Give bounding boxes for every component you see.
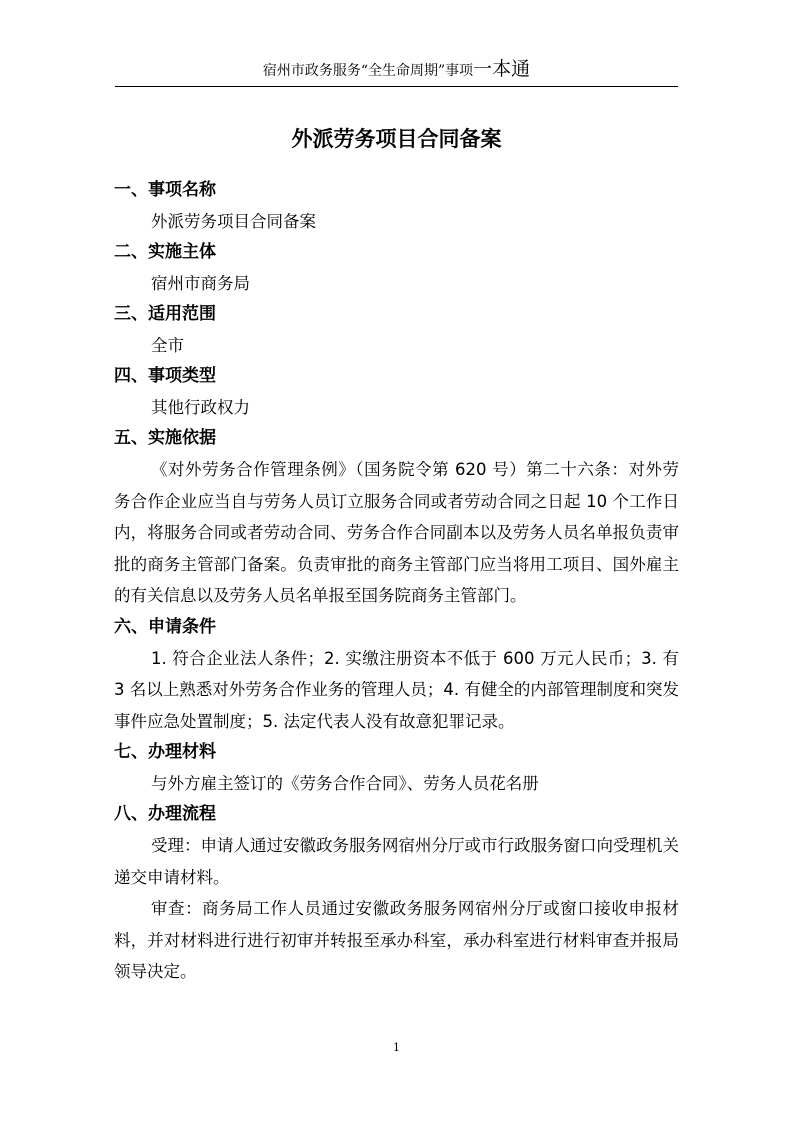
section-content-conditions: 1. 符合企业法人条件；2. 实缴注册资本不低于 600 万元人民币；3. 有 3 名以上熟悉对外劳务合作业务的管理人员；4. 有健全的内部管理制度和突发事件应急处置制度；5. 法定代表人没有故意犯罪记录。: [114, 648, 679, 731]
header-text-large: 一本通: [473, 58, 531, 80]
section-content-scope: 全市: [151, 336, 184, 355]
section-content-item-type: 其他行政权力: [151, 398, 250, 417]
section-content-implementer: 宿州市商务局: [151, 274, 250, 293]
section-heading-scope: 三、适用范围: [114, 304, 216, 324]
section-heading-conditions: 六、申请条件: [114, 616, 216, 637]
process-step-acceptance: 受理：申请人通过安徽政务服务网宿州分厅或市行政服务窗口向受理机关递交申请材料。: [114, 836, 679, 887]
document-body: [114, 175, 679, 988]
section-content-materials: 与外方雇主签订的《劳务合作合同》、劳务人员花名册: [151, 774, 539, 793]
page-header: [115, 58, 678, 87]
header-text: 宿州市政务服务“全生命周期”事项: [262, 63, 474, 79]
section-heading-item-name: 一、事项名称: [114, 180, 216, 200]
section-heading-implementer: 二、实施主体: [114, 242, 216, 262]
process-step-review: 审查：商务局工作人员通过安徽政务服务网宿州分厅或窗口接收申报材料，并对材料进行进行初审并转报至承办科室，承办科室进行材料审查并报局领导决定。: [114, 899, 679, 981]
section-content-legal-basis: 《对外劳务合作管理条例》（国务院令第 620 号）第二十六条：对外劳务合作企业应当自与劳务人员订立服务合同或者劳动合同之日起 10 个工作日内，将服务合同或者劳动合同、劳务合作合同副本以及劳务人员名单报负责审批的商务主管部门备案。负责审批的商务主管部门应当将用工项目、国外雇主的有关信息以及劳务人员名单报至国务院商务主管部门。: [114, 460, 679, 605]
section-heading-item-type: 四、事项类型: [114, 366, 216, 386]
section-content-item-name: 外派劳务项目合同备案: [151, 212, 316, 231]
section-heading-process: 八、办理流程: [114, 804, 216, 824]
section-heading-materials: 七、办理材料: [114, 742, 216, 762]
section-heading-legal-basis: 五、实施依据: [114, 428, 216, 448]
document-title: 外派劳务项目合同备案: [291, 127, 502, 151]
page-number: 1: [393, 1041, 400, 1054]
